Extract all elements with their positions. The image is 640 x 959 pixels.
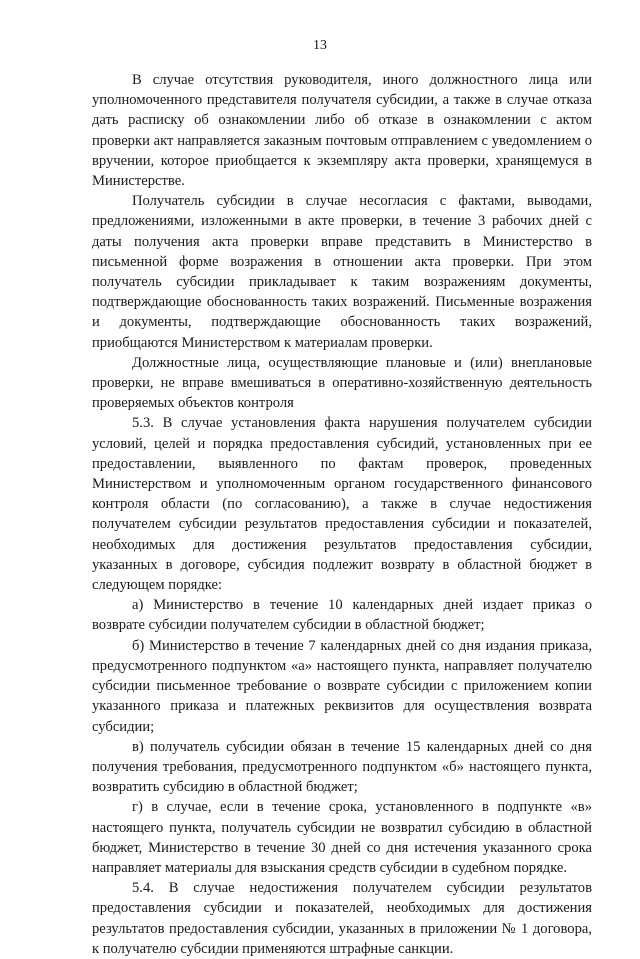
paragraph-5-3-v: в) получатель субсидии обязан в течение 15 календарных дней со дня получения требования, предусмотренного подпунктом «б» настоящего пункта, возвратить субсидию в областной бюджет; [92, 738, 592, 796]
paragraph-5-4: 5.4. В случае недостижения получателем субсидии результатов предоставления субсидии и показателей, необходимых для достижения результатов предоставления субсидии, указанных в приложении № 1 договора, к получателю субсидии применяются штрафные санкции. [92, 880, 592, 957]
paragraph-5-3: 5.3. В случае установления факта нарушения получателем субсидии условий, целей и порядка предоставления субсидий, установленных при ее предоставлении, выявленного по фактам проверок, проведенных Министерством и уполномоченным органом государственного финансового контроля области (по согласованию), а также в случае недостижения получателем субсидии результатов предоставления субсидии и показателей, необходимых для достижения результатов предоставления субсидии, указанных в договоре, субсидия подлежит возврату в областной бюджет в следующем порядке: [92, 415, 592, 594]
paragraph-act-delivery: В случае отсутствия руководителя, иного должностного лица или уполномоченного представителя получателя субсидии, а также в случае отказа дать расписку об ознакомлении либо об отказе в ознакомлении с актом проверки акт направляется заказным почтовым отправлением с уведомлением о вручении, которое приобщается к экземпляру акта проверки, хранящемуся в Министерстве. [92, 72, 592, 190]
paragraph-objections: Получатель субсидии в случае несогласия с фактами, выводами, предложениями, изложенными в акте проверки, в течение 3 рабочих дней с даты получения акта проверки вправе представить в Министерство в письменной форме возражения в отношении акта проверки. При этом получатель субсидии прикладывает к таким возражениям документы, подтверждающие обоснованность таких возражений. Письменные возражения и документы, подтверждающие обоснованность таких возражений, приобщаются Министерством к материалам проверки. [92, 193, 592, 351]
paragraph-5-3-b: б) Министерство в течение 7 календарных дней со дня издания приказа, предусмотренного подпунктом «а» настоящего пункта, направляет получателю субсидии письменное требование о возврате субсидии с приложением копии указанного приказа и платежных реквизитов для осуществления возврата субсидии; [92, 637, 592, 735]
page-number: 13 [313, 38, 327, 53]
paragraph-5-3-a: а) Министерство в течение 10 календарных дней издает приказ о возврате субсидии получателем субсидии в областной бюджет; [92, 597, 592, 634]
paragraph-officials: Должностные лица, осуществляющие плановые и (или) внеплановые проверки, не вправе вмешиваться в оперативно-хозяйственную деятельность проверяемых объектов контроля [92, 354, 592, 412]
paragraph-5-3-g: г) в случае, если в течение срока, установленного в подпункте «в» настоящего пункта, получатель субсидии не возвратил субсидию в областной бюджет, Министерство в течение 30 дней со дня истечения указанного срока направляет материалы для взыскания средств субсидии в судебном порядке. [92, 799, 592, 876]
document-body [92, 70, 592, 959]
